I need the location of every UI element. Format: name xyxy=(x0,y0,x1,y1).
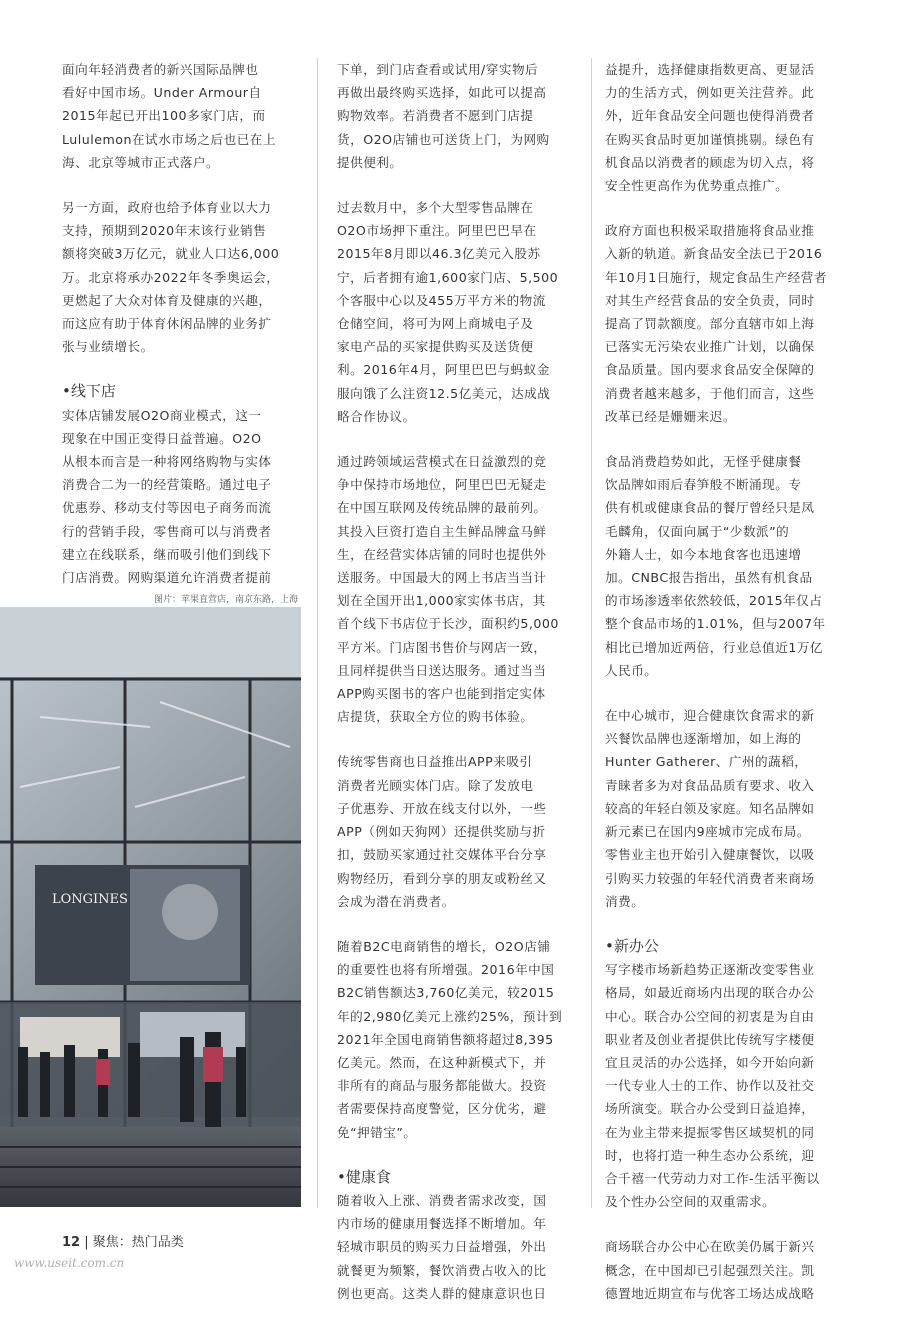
text-line: 食品消费趋势如此，无怪乎健康餐 xyxy=(605,454,802,470)
paragraph xyxy=(605,450,841,682)
text-line: 优惠券、移动支付等因电子商务而流 xyxy=(62,500,272,516)
text-line: 中心。联合办公空间的初衷是为自由 xyxy=(605,1008,815,1024)
text-line: 再做出最终购买选择，如此可以提高 xyxy=(337,85,547,101)
text-line: 另一方面，政府也给予体育业以大力 xyxy=(62,200,272,216)
text-line: 购物效率。若消费者不愿到门店提 xyxy=(337,108,534,124)
text-line: 生，在经营实体店铺的同时也提供外 xyxy=(337,546,547,562)
text-line: 且同样提供当日送达服务。通过当当 xyxy=(337,662,547,678)
paragraph xyxy=(605,219,841,428)
text-line: 机食品以消费者的顾虑为切入点，将 xyxy=(605,154,815,170)
text-line: 兴餐饮品牌也逐渐增加，如上海的 xyxy=(605,731,802,747)
text-line: Lululemon在试水市场之后也已在上 xyxy=(62,131,276,147)
text-line: 就餐更为频繁，餐饮消费占收入的比 xyxy=(337,1262,547,1278)
text-line: 政府方面也积极采取措施将食品业推 xyxy=(605,223,815,239)
text-line: 写字楼市场新趋势正逐渐改变零售业 xyxy=(605,962,815,978)
text-line: 过去数月中，多个大型零售品牌在 xyxy=(337,200,534,216)
text-line: 食品质量。国内要求食品安全保障的 xyxy=(605,362,815,378)
text-line: 在中国互联网及传统品牌的最前列。 xyxy=(337,500,547,516)
text-line: APP（例如天狗网）还提供奖励与折 xyxy=(337,824,546,840)
text-line: 服向饿了么注资12.5亿美元，达成战 xyxy=(337,385,551,401)
folio-separator: | xyxy=(84,1235,89,1250)
paragraph xyxy=(337,1189,573,1305)
text-line: 消费者光顾实体门店。除了发放电 xyxy=(337,777,534,793)
text-line: 饮品牌如雨后春笋般不断涌现。专 xyxy=(605,477,802,493)
text-line: 宜且灵活的办公选择，如今开始向新 xyxy=(605,1054,815,1070)
text-line: 海、北京等城市正式落户。 xyxy=(62,154,220,170)
paragraph xyxy=(337,58,573,174)
text-line: 供有机或健康食品的餐厅曾经只是凤 xyxy=(605,500,815,516)
text-line: 争中保持市场地位，阿里巴巴无疑走 xyxy=(337,477,547,493)
text-line: 家电产品的买家提供购买及送货便 xyxy=(337,339,534,355)
text-line: 2015年起已开出100多家门店，而 xyxy=(62,108,266,124)
text-line: 万。北京将承办2022年冬季奥运会， xyxy=(62,269,280,285)
paragraph xyxy=(605,958,841,1213)
text-line: 在中心城市，迎合健康饮食需求的新 xyxy=(605,708,815,724)
text-line: 消费。 xyxy=(605,893,645,909)
column-divider xyxy=(591,58,592,1208)
text-line: 张与业绩增长。 xyxy=(62,339,154,355)
text-line: 个客服中心以及455万平方米的物流 xyxy=(337,292,546,308)
text-line: APP购买图书的客户也能到指定实体 xyxy=(337,686,546,702)
text-line: 商场联合办公中心在欧美仍属于新兴 xyxy=(605,1239,815,1255)
text-line: 外籍人士，如今本地食客也迅速增 xyxy=(605,546,802,562)
paragraph xyxy=(337,196,573,428)
text-line: 零售业主也开始引入健康餐饮，以吸 xyxy=(605,847,815,863)
text-line: 亿美元。然而，在这种新模式下，并 xyxy=(337,1054,547,1070)
paragraph xyxy=(605,1235,841,1305)
text-line: 安全性更高作为优势重点推广。 xyxy=(605,178,789,194)
text-line: 在为业主带来提振零售区域契机的同 xyxy=(605,1124,815,1140)
text-line: Hunter Gatherer、广州的蔬稻， xyxy=(605,754,808,770)
column-divider xyxy=(317,58,318,1208)
column-1 xyxy=(62,58,298,611)
text-line: 非所有的商品与服务都能做大。投资 xyxy=(337,1078,547,1094)
text-line: 的重要性也将有所增强。2016年中国 xyxy=(337,962,555,978)
watermark: www.useit.com.cn xyxy=(14,1256,125,1270)
text-line: 青睐者多为对食品品质有要求、收入 xyxy=(605,777,815,793)
text-line: 行的营销手段，零售商可以与消费者 xyxy=(62,523,272,539)
column-2 xyxy=(337,58,573,1327)
text-line: 消费合二为一的经营策略。通过电子 xyxy=(62,477,272,493)
text-line: 看好中国市场。Under Armour自 xyxy=(62,85,262,101)
paragraph xyxy=(605,58,841,197)
text-line: 力的生活方式，例如更关注营养。此 xyxy=(605,85,815,101)
text-line: B2C销售额达3,760亿美元，较2015 xyxy=(337,985,555,1001)
text-line: 门店消费。网购渠道允许消费者提前 xyxy=(62,570,272,586)
text-line: 毛麟角，仅面向属于“少数派”的 xyxy=(605,523,790,539)
text-line: 建立在线联系，继而吸引他们到线下 xyxy=(62,546,272,562)
text-line: 下单，到门店查看或试用/穿实物后 xyxy=(337,62,539,77)
text-line: 的市场渗透率依然较低，2015年仅占 xyxy=(605,593,823,609)
apple-store-photo xyxy=(0,607,301,1207)
text-line: 人民币。 xyxy=(605,662,658,678)
text-line: 现象在中国正变得日益普遍。O2O xyxy=(62,430,262,446)
text-line: 实体店铺发展O2O商业模式，这一 xyxy=(62,407,262,423)
text-line: 例也更高。这类人群的健康意识也日 xyxy=(337,1285,547,1301)
text-line: 提供便利。 xyxy=(337,154,403,170)
text-line: 已落实无污染农业推广计划，以确保 xyxy=(605,339,815,355)
paragraph xyxy=(62,404,298,590)
text-line: 货，O2O店铺也可送货上门，为网购 xyxy=(337,131,550,147)
paragraph xyxy=(605,704,841,913)
text-line: 对其生产经营食品的安全负责，同时 xyxy=(605,292,815,308)
text-line: 从根本而言是一种将网络购物与实体 xyxy=(62,454,272,470)
text-line: 整个食品市场的1.01%，但与2007年 xyxy=(605,616,826,632)
text-line: 消费者越来越多，于他们而言，这些 xyxy=(605,385,815,401)
text-line: 其投入巨资打造自主生鲜品牌盒马鲜 xyxy=(337,523,547,539)
text-line: 传统零售商也日益推出APP来吸引 xyxy=(337,754,533,770)
photo-caption: 图片：苹果直营店，南京东路，上海 xyxy=(153,595,298,605)
paragraph xyxy=(337,750,573,912)
text-line: 合千禧一代劳动力对工作-生活平衡以 xyxy=(605,1170,820,1186)
text-line: 2021年全国电商销售额将超过8,395 xyxy=(337,1031,554,1047)
section-heading-new-office: •新办公 xyxy=(605,936,659,955)
page-number: 12 xyxy=(62,1235,81,1250)
text-line: 较高的年轻白领及家庭。知名品牌如 xyxy=(605,800,815,816)
text-line: 面向年轻消费者的新兴国际品牌也 xyxy=(62,62,259,77)
text-line: 改革已经是姗姗来迟。 xyxy=(605,408,736,424)
page-folio xyxy=(62,1231,184,1250)
text-line: 外，近年食品安全问题也使得消费者 xyxy=(605,108,815,124)
text-line: 职业者及创业者提供比传统写字楼便 xyxy=(605,1031,815,1047)
text-line: 轻城市职员的购买力日益增强，外出 xyxy=(337,1239,547,1255)
text-line: 在购买食品时更加谨慎挑剔。绿色有 xyxy=(605,131,815,147)
text-line: 额将突破3万亿元，就业人口达6,000 xyxy=(62,246,280,262)
text-line: 首个线下书店位于长沙，面积约5,000 xyxy=(337,616,559,632)
text-line: 年的2,980亿美元上涨约25%，预计到 xyxy=(337,1008,563,1024)
text-line: 随着收入上涨、消费者需求改变，国 xyxy=(337,1192,547,1208)
text-line: 场所演变。联合办公受到日益追捧， xyxy=(605,1101,815,1117)
text-line: 年10月1日施行，规定食品生产经营者 xyxy=(605,269,827,285)
text-line: 利。2016年4月，阿里巴巴与蚂蚁金 xyxy=(337,362,550,378)
paragraph xyxy=(337,450,573,728)
text-line: 概念，在中国却已引起强烈关注。凯 xyxy=(605,1262,815,1278)
text-line: 一代专业人士的工作、协作以及社交 xyxy=(605,1078,815,1094)
text-line: 2015年8月即以46.3亿美元入股苏 xyxy=(337,246,541,262)
section-heading-offline-store: •线下店 xyxy=(62,382,116,401)
text-line: 宁，后者拥有逾1,600家门店、5,500 xyxy=(337,269,559,285)
text-line: 免“押错宝”。 xyxy=(337,1124,417,1140)
text-line: 加。CNBC报告指出，虽然有机食品 xyxy=(605,570,813,586)
text-line: 德置地近期宣布与优客工场达成战略 xyxy=(605,1285,815,1301)
text-line: 益提升，选择健康指数更高、更显活 xyxy=(605,62,815,77)
text-line: 入新的轨道。新食品安全法已于2016 xyxy=(605,246,823,262)
paragraph xyxy=(62,196,298,358)
text-line: 而这应有助于体育休闲品牌的业务扩 xyxy=(62,316,272,332)
paragraph xyxy=(62,58,298,174)
section-name: 聚焦：热门品类 xyxy=(92,1235,184,1250)
text-line: 引购买力较强的年轻代消费者来商场 xyxy=(605,870,815,886)
text-line: 内市场的健康用餐选择不断增加。年 xyxy=(337,1216,547,1232)
text-line: 店提货，获取全方位的购书体验。 xyxy=(337,709,534,725)
text-line: 及个性办公空间的双重需求。 xyxy=(605,1194,776,1210)
billboard-text: LONGINES xyxy=(52,892,128,907)
text-line: 会成为潜在消费者。 xyxy=(337,893,455,909)
section-heading-healthy-food: •健康食 xyxy=(337,1167,391,1186)
column-3 xyxy=(605,58,841,1327)
text-line: O2O市场押下重注。阿里巴巴早在 xyxy=(337,223,537,239)
text-line: 者需要保持高度警觉，区分优劣，避 xyxy=(337,1101,547,1117)
text-line: 子优惠券、开放在线支付以外，一些 xyxy=(337,800,547,816)
text-line: 更燃起了大众对体育及健康的兴趣， xyxy=(62,292,272,308)
text-line: 平方米。门店图书售价与网店一致， xyxy=(337,639,547,655)
text-line: 提高了罚款额度。部分直辖市如上海 xyxy=(605,316,815,332)
text-line: 扣，鼓励买家通过社交媒体平台分享 xyxy=(337,847,547,863)
text-line: 格局，如最近商场内出现的联合办公 xyxy=(605,985,815,1001)
text-line: 相比已增加近两倍，行业总值近1万亿 xyxy=(605,639,824,655)
text-line: 支持，预期到2020年末该行业销售 xyxy=(62,223,267,239)
text-line: 时，也将打造一种生态办公系统，迎 xyxy=(605,1147,815,1163)
text-line: 随着B2C电商销售的增长，O2O店铺 xyxy=(337,938,551,954)
paragraph xyxy=(337,935,573,1144)
text-line: 送服务。中国最大的网上书店当当计 xyxy=(337,570,547,586)
text-line: 仓储空间，将可为网上商城电子及 xyxy=(337,316,534,332)
text-line: 划在全国开出1,000家实体书店，其 xyxy=(337,593,546,609)
text-line: 通过跨领域运营模式在日益激烈的竞 xyxy=(337,454,547,470)
text-line: 购物经历，看到分享的朋友或粉丝又 xyxy=(337,870,547,886)
text-line: 略合作协议。 xyxy=(337,408,416,424)
text-line: 新元素已在国内9座城市完成布局。 xyxy=(605,824,810,840)
